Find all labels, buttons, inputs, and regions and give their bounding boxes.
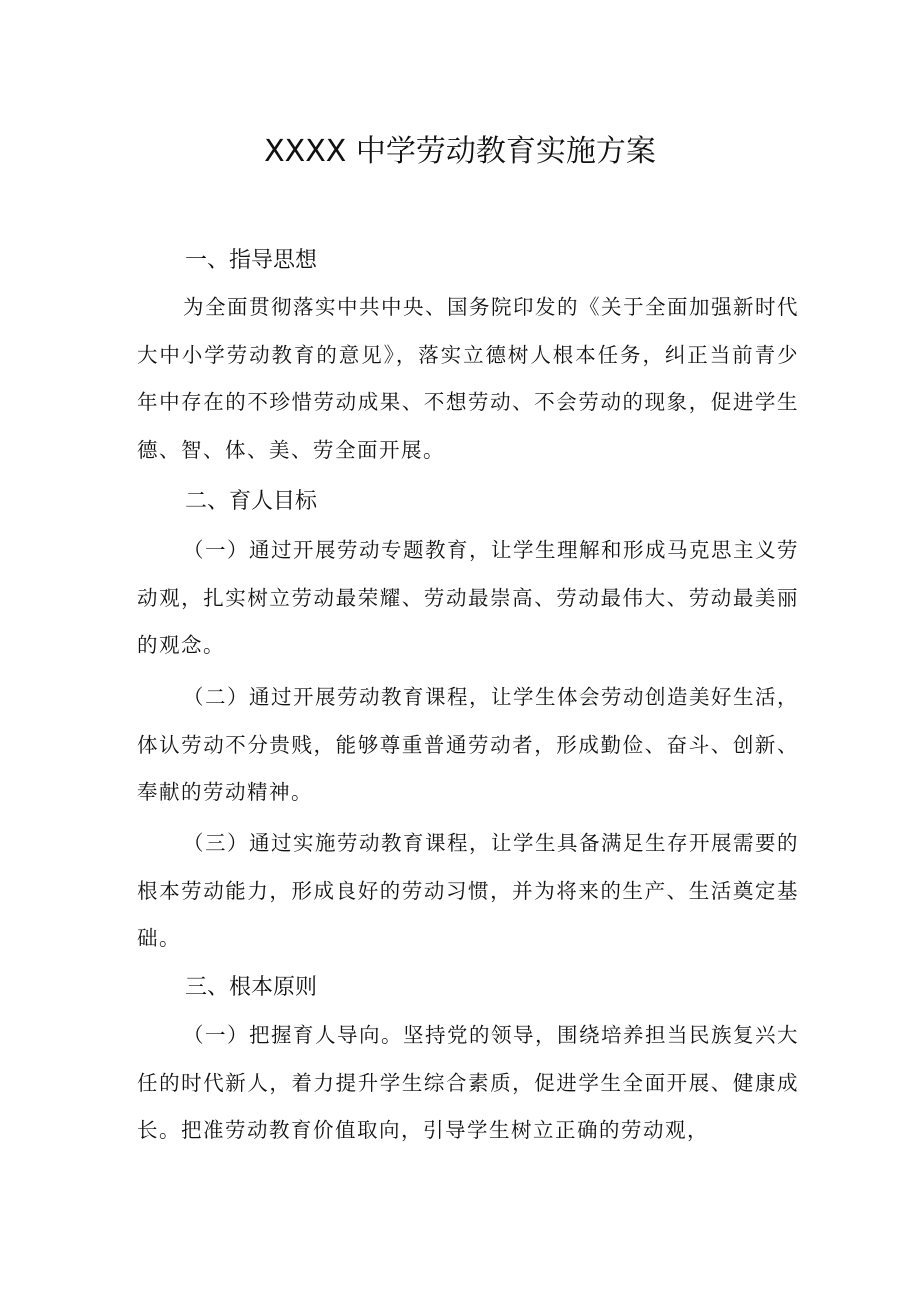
section-heading-education-goals: 二、育人目标 xyxy=(185,489,318,514)
paragraph-goal-2: （二）通过开展劳动教育课程，让学生体会劳动创造美好生活，体认劳动不分贵贱，能够尊重普通劳动者，形成勤俭、奋斗、创新、奉献的劳动精神。 xyxy=(137,685,799,804)
paragraph-goal-1: （一）通过开展劳动专题教育，让学生理解和形成马克思主义劳动观，扎实树立劳动最荣耀、劳动最崇高、劳动最伟大、劳动最美丽的观念。 xyxy=(137,538,799,657)
document-title: XXXX 中学劳动教育实施方案 xyxy=(264,134,656,169)
section-heading-guiding-ideology: 一、指导思想 xyxy=(185,248,318,273)
paragraph-goal-3: （三）通过实施劳动教育课程，让学生具备满足生存开展需要的根本劳动能力，形成良好的劳动习惯，并为将来的生产、生活奠定基础。 xyxy=(137,831,799,950)
paragraph-guiding-ideology: 为全面贯彻落实中共中央、国务院印发的《关于全面加强新时代大中小学劳动教育的意见》，落实立德树人根本任务，纠正当前青少年中存在的不珍惜劳动成果、不想劳动、不会劳动的现象，促进学生德、智、体、美、劳全面开展。 xyxy=(137,295,799,462)
section-heading-basic-principles: 三、根本原则 xyxy=(185,975,318,1000)
paragraph-principle-1: （一）把握育人导向。坚持党的领导，围绕培养担当民族复兴大任的时代新人，着力提升学生综合素质，促进学生全面开展、健康成长。把准劳动教育价值取向，引导学生树立正确的劳动观， xyxy=(137,1023,799,1142)
